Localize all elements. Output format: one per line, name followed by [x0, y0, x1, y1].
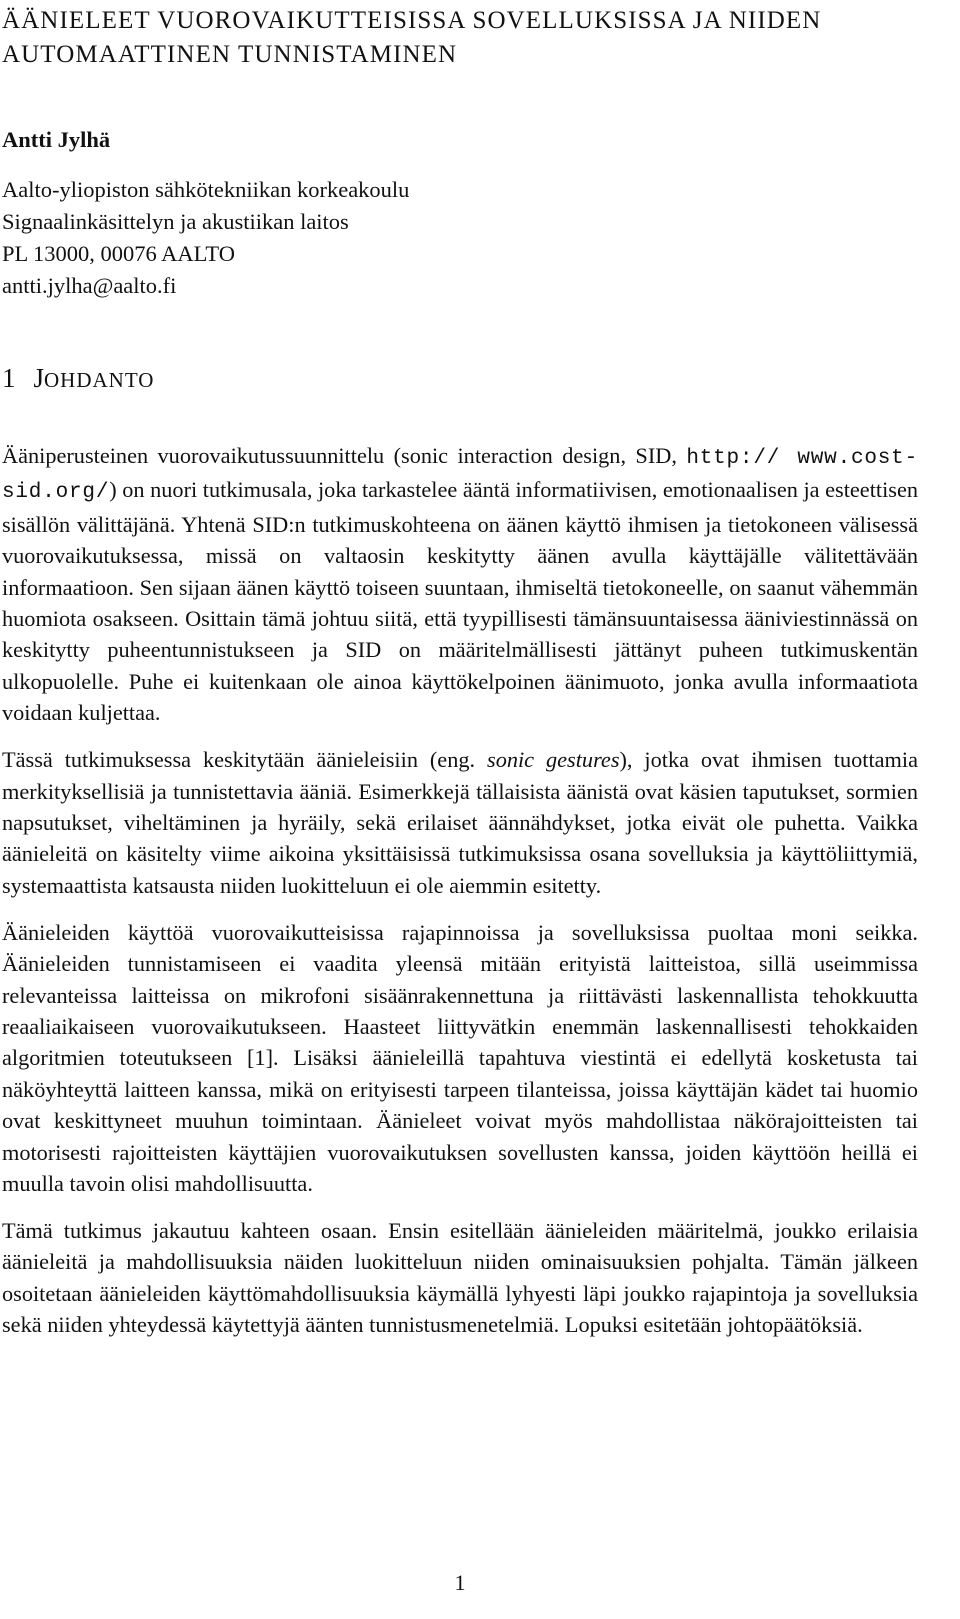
author-name: Antti Jylhä: [2, 127, 111, 152]
paragraph-2-text-end: ), jotka ovat ihmisen tuottamia merkityksellisiä ja tunnistettavia ääniä. Esimerkkejä tällaisista äänistä ovat käsien taputukset, sormien napsutukset, viheltäminen ja hyräily, sekä erilaiset äännähdykset, jotka eivät ole puhetta. Vaikka äänieleitä on käsitelty viime aikoina yksittäisissä tutkimuksissa osana sovelluksia ja käyttöliittymiä, systemaattista katsausta niiden luokitteluun ei ole aiemmin esitetty.: [2, 747, 918, 898]
section-heading-rest: OHDANTO: [44, 368, 155, 392]
section-heading: [2, 362, 154, 396]
paragraph-2: [2, 744, 918, 901]
paragraph-1-text-end: ) on nuori tutkimusala, joka tarkastelee ääntä informatiivisen, emotionaalisen ja esteettisen sisällön välittäjänä. Yhtenä SID:n tutkimuskohteena on äänen käyttö ihmisen ja tietokoneen välisessä vuorovaikutuksessa, missä on valtaosin keskitytty äänen avulla käyttäjälle välitettävään informaatioon. Sen sijaan äänen käyttö toiseen suuntaan, ihmiseltä tietokoneelle, on saanut vähemmän huomiota osakseen. Osittain tämä johtuu siitä, että tyypillisesti tämänsuuntaisessa ääniviestinnässä on keskitytty puheentunnistukseen ja SID on määritelmällisesti jättänyt puheen tutkimuskentän ulkopuolelle. Puhe ei kuitenkaan ole ainoa käyttökelpoinen äänimuoto, jonka avulla informaatiota voidaan kuljettaa.: [2, 477, 918, 726]
section-number: 1: [2, 363, 16, 393]
author-affiliation: Aalto-yliopiston sähkötekniikan korkeakoulu: [2, 177, 410, 202]
author-address: PL 13000, 00076 AALTO: [2, 241, 235, 266]
body-text: [2, 440, 918, 1356]
page-number: 1: [454, 1570, 466, 1595]
paragraph-1: [2, 440, 918, 729]
paragraph-1-text-start: Ääniperusteinen vuorovaikutussuunnittelu (sonic interaction design, SID,: [2, 443, 687, 468]
sonic-gestures-term: sonic gestures: [487, 747, 620, 773]
paragraph-3: Äänieleiden käyttöä vuorovaikutteisissa rajapinnoissa ja sovelluksissa puoltaa moni seikka. Äänieleiden tunnistamiseen ei vaadita yleensä mitään erityistä laitteistoa, sillä useimmissa relevanteissa laitteissa on mikrofoni sisäänrakennettuna ja riittävästi laskennallista tehokkuutta reaaliaikaiseen vuorovaikutukseen. Haasteet liittyvätkin enemmän laskennallisesti tehokkaiden algoritmien toteutukseen [1]. Lisäksi äänieleillä tapahtuva viestintä ei edellytä kosketusta tai näköyhteyttä laitteen kanssa, mikä on erityisesti tarpeen tilanteissa, joissa käyttäjän kädet tai huomio ovat keskittyneet muuhun toimintaan. Äänieleet voivat myös mahdollistaa näkörajoitteisten tai motorisesti rajoitteisten käyttäjien vuorovaikutuksen sovellusten kanssa, joiden käyttöön heillä ei muulla tavoin olisi mahdollisuutta.: [2, 919, 918, 1196]
paragraph-2-text-start: Tässä tutkimuksessa keskitytään äänieleisiin (eng.: [2, 747, 488, 773]
sid-url-link[interactable]: http:// www.cost-sid.org/: [2, 447, 918, 505]
author-email: antti.jylha@aalto.fi: [2, 273, 177, 298]
author-department: Signaalinkäsittelyn ja akustiikan laitos: [2, 209, 349, 234]
author-block: [2, 124, 409, 302]
paper-title: ÄÄNIELEET VUOROVAIKUTTEISISSA SOVELLUKSISSA JA NIIDEN AUTOMAATTINEN TUNNISTAMINEN: [2, 7, 822, 68]
paragraph-4: Tämä tutkimus jakautuu kahteen osaan. Ensin esitellään äänieleiden määritelmä, joukko erilaisia äänieleitä ja mahdollisuuksia näiden luokitteluun niiden ominaisuuksien pohjalta. Tämän jälkeen osoitetaan äänieleiden käyttömahdollisuuksia käymällä lyhyesti läpi joukko rajapintoja ja sovelluksia sekä niiden yhteydessä käytettyjä äänten tunnistusmenetelmiä. Lopuksi esitetään johtopäätöksiä.: [2, 1217, 918, 1338]
section-heading-initial: J: [33, 363, 45, 393]
